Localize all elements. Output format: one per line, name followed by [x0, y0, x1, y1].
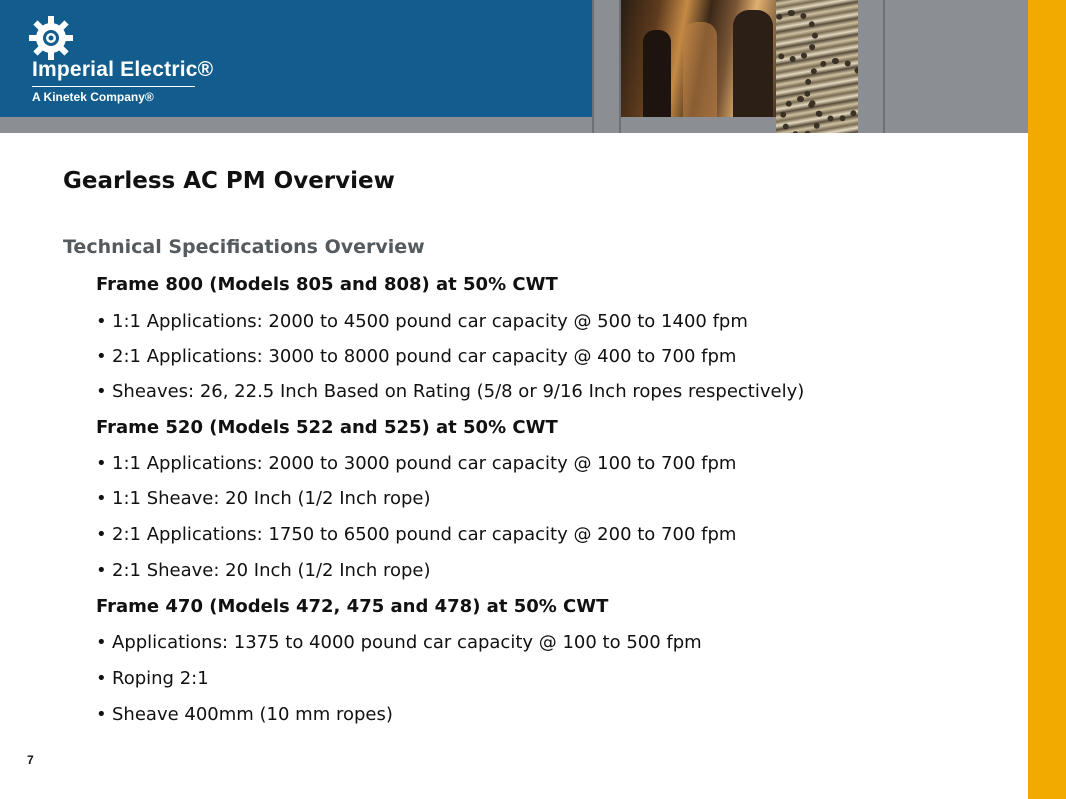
bullet-icon: •	[96, 632, 107, 653]
gears-photo	[776, 0, 858, 133]
spec-text: 1:1 Applications: 2000 to 3000 pound car capacity @ 100 to 700 fpm	[112, 453, 737, 474]
header-divider	[883, 0, 885, 133]
spec-bullet	[96, 311, 748, 332]
spec-text: Roping 2:1	[112, 668, 209, 689]
gear-shape	[780, 96, 822, 133]
spec-text: Sheave 400mm (10 mm ropes)	[112, 704, 393, 725]
header-band	[0, 0, 1028, 133]
spec-bullet	[96, 560, 431, 581]
photo-figure	[733, 10, 773, 117]
brand-tagline: A Kinetek Company®	[32, 90, 154, 104]
photo-figure	[683, 22, 717, 117]
spec-text: Sheaves: 26, 22.5 Inch Based on Rating (5/8 or 9/16 Inch ropes respectively)	[112, 381, 805, 402]
frame-heading: Frame 520 (Models 522 and 525) at 50% CWT	[96, 417, 558, 438]
spec-bullet	[96, 346, 736, 367]
spec-text: 2:1 Applications: 1750 to 6500 pound car capacity @ 200 to 700 fpm	[112, 524, 737, 545]
bullet-icon: •	[96, 560, 107, 581]
spec-text: 2:1 Sheave: 20 Inch (1/2 Inch rope)	[112, 560, 431, 581]
spec-text: 1:1 Applications: 2000 to 4500 pound car capacity @ 500 to 1400 fpm	[112, 311, 748, 332]
spec-bullet	[96, 381, 804, 402]
slide-title: Gearless AC PM Overview	[63, 168, 395, 194]
elevator-lobby-photo	[621, 0, 776, 117]
bullet-icon: •	[96, 311, 107, 332]
spec-text: 2:1 Applications: 3000 to 8000 pound car capacity @ 400 to 700 fpm	[112, 346, 737, 367]
spec-text: 1:1 Sheave: 20 Inch (1/2 Inch rope)	[112, 488, 431, 509]
bullet-icon: •	[96, 346, 107, 367]
spec-text: Applications: 1375 to 4000 pound car capacity @ 100 to 500 fpm	[112, 632, 702, 653]
bullet-icon: •	[96, 453, 107, 474]
bullet-icon: •	[96, 488, 107, 509]
bullet-icon: •	[96, 381, 107, 402]
gear-shape	[776, 10, 818, 62]
accent-sidebar	[1028, 0, 1066, 799]
bullet-icon: •	[96, 524, 107, 545]
brand-panel	[0, 0, 592, 117]
bullet-icon: •	[96, 668, 107, 689]
spec-bullet	[96, 704, 393, 725]
spec-bullet	[96, 632, 702, 653]
bullet-icon: •	[96, 704, 107, 725]
spec-bullet	[96, 488, 431, 509]
spec-bullet	[96, 453, 736, 474]
slide-subtitle: Technical Specifications Overview	[63, 236, 425, 258]
gear-logo-icon	[27, 14, 75, 62]
brand-divider	[32, 86, 195, 87]
header-divider	[592, 0, 594, 133]
brand-name: Imperial Electric®	[32, 58, 214, 81]
photo-figure	[643, 30, 671, 117]
spec-bullet	[96, 668, 209, 689]
frame-heading: Frame 800 (Models 805 and 808) at 50% CWT	[96, 274, 558, 295]
page-number: 7	[27, 753, 34, 767]
frame-heading: Frame 470 (Models 472, 475 and 478) at 50% CWT	[96, 596, 609, 617]
spec-bullet	[96, 524, 736, 545]
